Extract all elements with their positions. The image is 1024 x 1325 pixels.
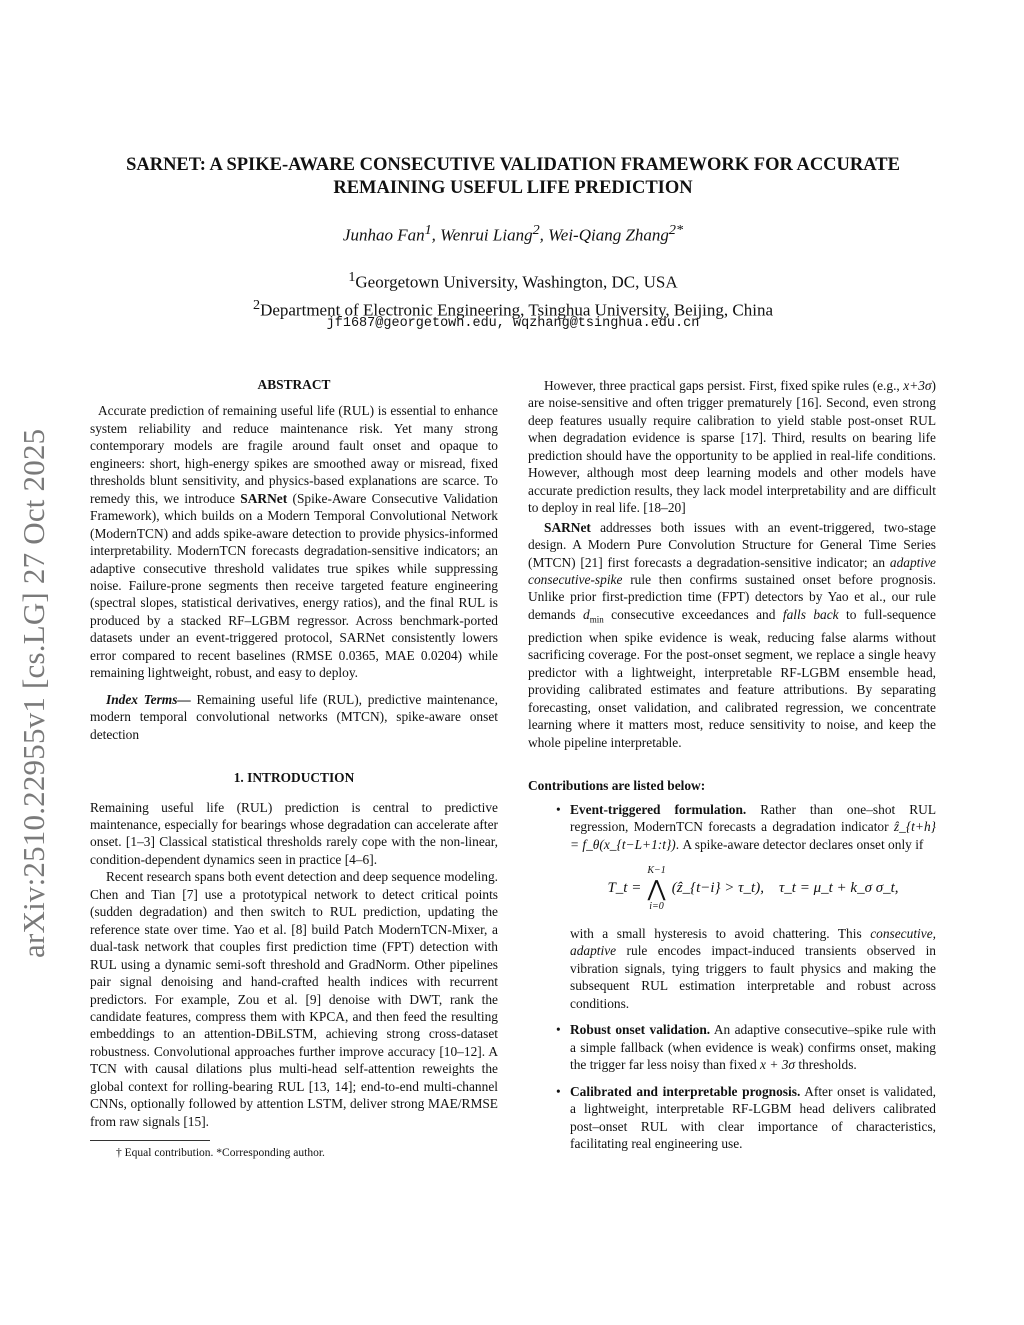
index-terms-text: Remaining useful life (RUL), predictive maintenance, modern temporal convolutional networks (MTCN), spike-aware onset detection [90,691,498,742]
equation-rhs: (ẑ_{t−i} > τ_t), τ_t = μ_t + k_σ σ_t, [671,880,899,897]
arxiv-identifier: arXiv:2510.22955v1 [cs.LG] 27 Oct 2025 [16,428,51,958]
intro-paragraph [528,377,936,517]
emphasis: adaptive consecutive-spike [528,554,936,587]
contribution-title: Robust onset validation. [570,1022,711,1038]
emphasis: consecutive, adaptive [570,926,936,959]
equation-upper-limit: K−1 [647,865,666,876]
author-affiliation-mark: 2* [668,222,684,238]
equation-lower-limit: i=0 [649,901,664,912]
affiliation-text: Georgetown University, Washington, DC, USA [355,272,678,292]
affiliation-text: Department of Electronic Engineering, Tsinghua University, Beijing, China [260,300,774,320]
emphasis: falls back [782,606,839,622]
text-part: ) are noise-sensitive and often trigger prematurely [16]. Second, even strong deep features usually require calibration to yield stable post-onset RUL when degradation evidence is sparse [17]. Third, results on bearing life prediction should have the opportunity to be applied in real-life conditions. However, although most deep learning models and other models have accurate prediction results, they lack model interpretability and are difficult to deploy in real life. [18–20] [528,378,936,516]
author-affiliation-mark: 1 [424,222,432,238]
text-part: Rather than one–shot RUL regression, ModernTCN forecasts a degradation indicator [570,801,936,835]
contribution-item [570,1021,936,1073]
equation-operator: ⋀ [647,876,666,901]
footnote: † Equal contribution. *Corresponding author. [116,1147,325,1160]
text-part: consecutive exceedances and [603,606,783,622]
right-column [528,377,936,1161]
display-equation [570,865,936,913]
paper-title: SARNET: A SPIKE-AWARE CONSECUTIVE VALIDATION FRAMEWORK FOR ACCURATE REMAINING USEFUL LIFE PREDICTION [126,155,900,198]
index-terms-label: Index Terms— [106,691,191,707]
bold-term: SARNet [544,519,591,535]
author-affiliation-mark: 2 [532,222,540,238]
math-inline: d [583,606,590,622]
equation-lhs: T_t = [607,880,642,897]
math-inline: x+3σ [903,378,932,393]
text-part: rule encodes impact-induced transients observed in vibration signals, tying triggers to fault physics and making the subsequent RUL estimation interpretable and robust across conditions. [570,943,936,1011]
text-part: However, three practical gaps persist. First, fixed spike rules (e.g., [544,378,904,393]
author-list: Junhao Fan$^1$, Wenrui Liang$^2$, Wei-Qiang Zhang$^{2*}$ [342,222,684,245]
intro-paragraph: Recent research spans both event detection and deep sequence modeling. Chen and Tian [7] use a prototypical network to detect critical points (sudden degradation) and then switch to RUL prediction, updating the reference state over time. Yao et al. [8] build Patch ModernTCN-Mixer, a dual-task network that couples first prediction time (FPT) detection with RUL using a dynamic semi-soft threshold and GradNorm. Other pipelines pair signal denoising and hand-crafted health indices with recurrent predictors. For example, Zou et al. [9] denoise with DWT, rank the candidate features, compress them with KPCA, and then feed the resulting embeddings to an attention-DBiLSTM, achieving strong cross-dataset robustness. Convolutional approaches further improve accuracy [10–12]. A TCN with causal dilations plus multi-head self-attention reweights the global context for rolling-bearing RUL [13, 14]; end-to-end multi-channel CNNs, optionally followed by attention LSTM, deliver strong MAE/RMSE from raw signals [15]. [90,869,498,1129]
text-part: After onset is validated, a lightweight, interpretable RF-LGBM head delivers calibrated post–onset RUL with clear importance of characteristics, facilitating real engineering use. [570,1083,936,1151]
contribution-item [570,1083,936,1153]
footnote-divider [90,1140,210,1141]
text-part: with a small hysteresis to avoid chattering. This [570,926,871,941]
intro-paragraph: Remaining useful life (RUL) prediction is central to predictive maintenance, especially for bearings whose degradation can accelerate after onset. [1–3] Classical statistical thresholds rarely cope with the non-linear, condition-dependent dynamics seen in practice [4–6]. [90,799,498,867]
text-part: to full-sequence prediction when spike evidence is weak, reducing false alarms without sacrificing coverage. For the post-onset segment, we replace a single heavy predictor with a lightweight, interpretable RF-LGBM ensemble head, providing calibrated estimates and feature attributions. By separating forecasting, onset validation, and calibrated regression, we concentrate learning where it matters most, reduce sensitivity to noise, and keep the whole pipeline interpretable. [528,606,936,750]
text-part: . A spike-aware detector declares onset only if [675,836,924,852]
contributions-heading: Contributions are listed below: [528,778,706,794]
affiliation-mark: 2 [252,296,261,313]
math-inline: ẑ_{t+h} = f_θ(x_{t−L+1:t}) [570,819,936,852]
abstract-heading: ABSTRACT [257,377,331,392]
author: Wei-Qiang Zhang [548,225,669,245]
abstract-text [90,402,498,681]
text-part: rule then confirms sustained onset before prognosis. Unlike prior first-prediction time (FPT) detectors by Yao et al., our rule demands [528,571,936,622]
text-part: addresses both issues with an event-triggered, two-stage design. A Modern Pure Convolution Structure for General Time Series (MTCN) [21] first forecasts a degradation-sensitive indicator; an [528,519,936,570]
affiliation [90,266,936,294]
affiliation-mark: 1 [348,269,356,285]
affiliations [90,266,936,321]
author: Wenrui Liang [440,225,533,245]
introduction-heading: 1. INTRODUCTION [233,770,355,786]
contribution-item [570,801,936,1013]
abstract-text-part: (Spike-Aware Consecutive Validation Framework), which builds on a Modern Temporal Convolutional Network (ModernTCN) and adds spike-aware detection to provide physics-informed interpretability. ModernTCN forecasts degradation-sensitive indicators; an adaptive consecutive threshold validates true spikes while suppressing noise. Failure-prone segments then receive targeted feature engineering (spectral slopes, statistical derivatives, energy ratios), and the final RUL is produced by a stacked RF–LGBM regressor. Across benchmark-ported datasets under an event-triggered protocol, SARNet consistently lowers error compared to recent baselines (RMSE 0.0365, MAE 0.0204) while remaining lightweight, robust, and easy to deploy. [90,490,498,681]
contributions-list [528,801,936,1153]
math-subscript: min [589,614,604,625]
index-terms [90,691,498,743]
text-part: thresholds. [795,1057,857,1073]
equation-operator-stack [647,865,665,913]
contribution-title: Calibrated and interpretable prognosis. [570,1083,801,1099]
author: Junhao Fan [342,225,425,245]
abstract-text-part: Accurate prediction of remaining useful life (RUL) is essential to enhance system reliability and reduce maintenance risk. Yet many strong contemporary models are fragile around fault onset and opaque to engineers: short, high-energy spikes are smoothed away or misread, fixed thresholds blunt sensitivity, and physics-based explanations are scarce. To remedy this, we introduce [90,403,498,506]
author-emails: jf1687@georgetown.edu, wqzhang@tsinghua.edu.cn [326,316,700,331]
left-column [90,376,498,1163]
math-inline: x + 3σ [760,1057,796,1073]
contribution-title: Event-triggered formulation. [570,801,747,817]
abstract-bold-term: SARNet [240,490,288,506]
text-part: An adaptive consecutive–spike rule with a simple fallback (when evidence is weak) confirms onset, making the trigger far less noisy than fixed [570,1022,936,1073]
intro-paragraph [528,519,936,752]
